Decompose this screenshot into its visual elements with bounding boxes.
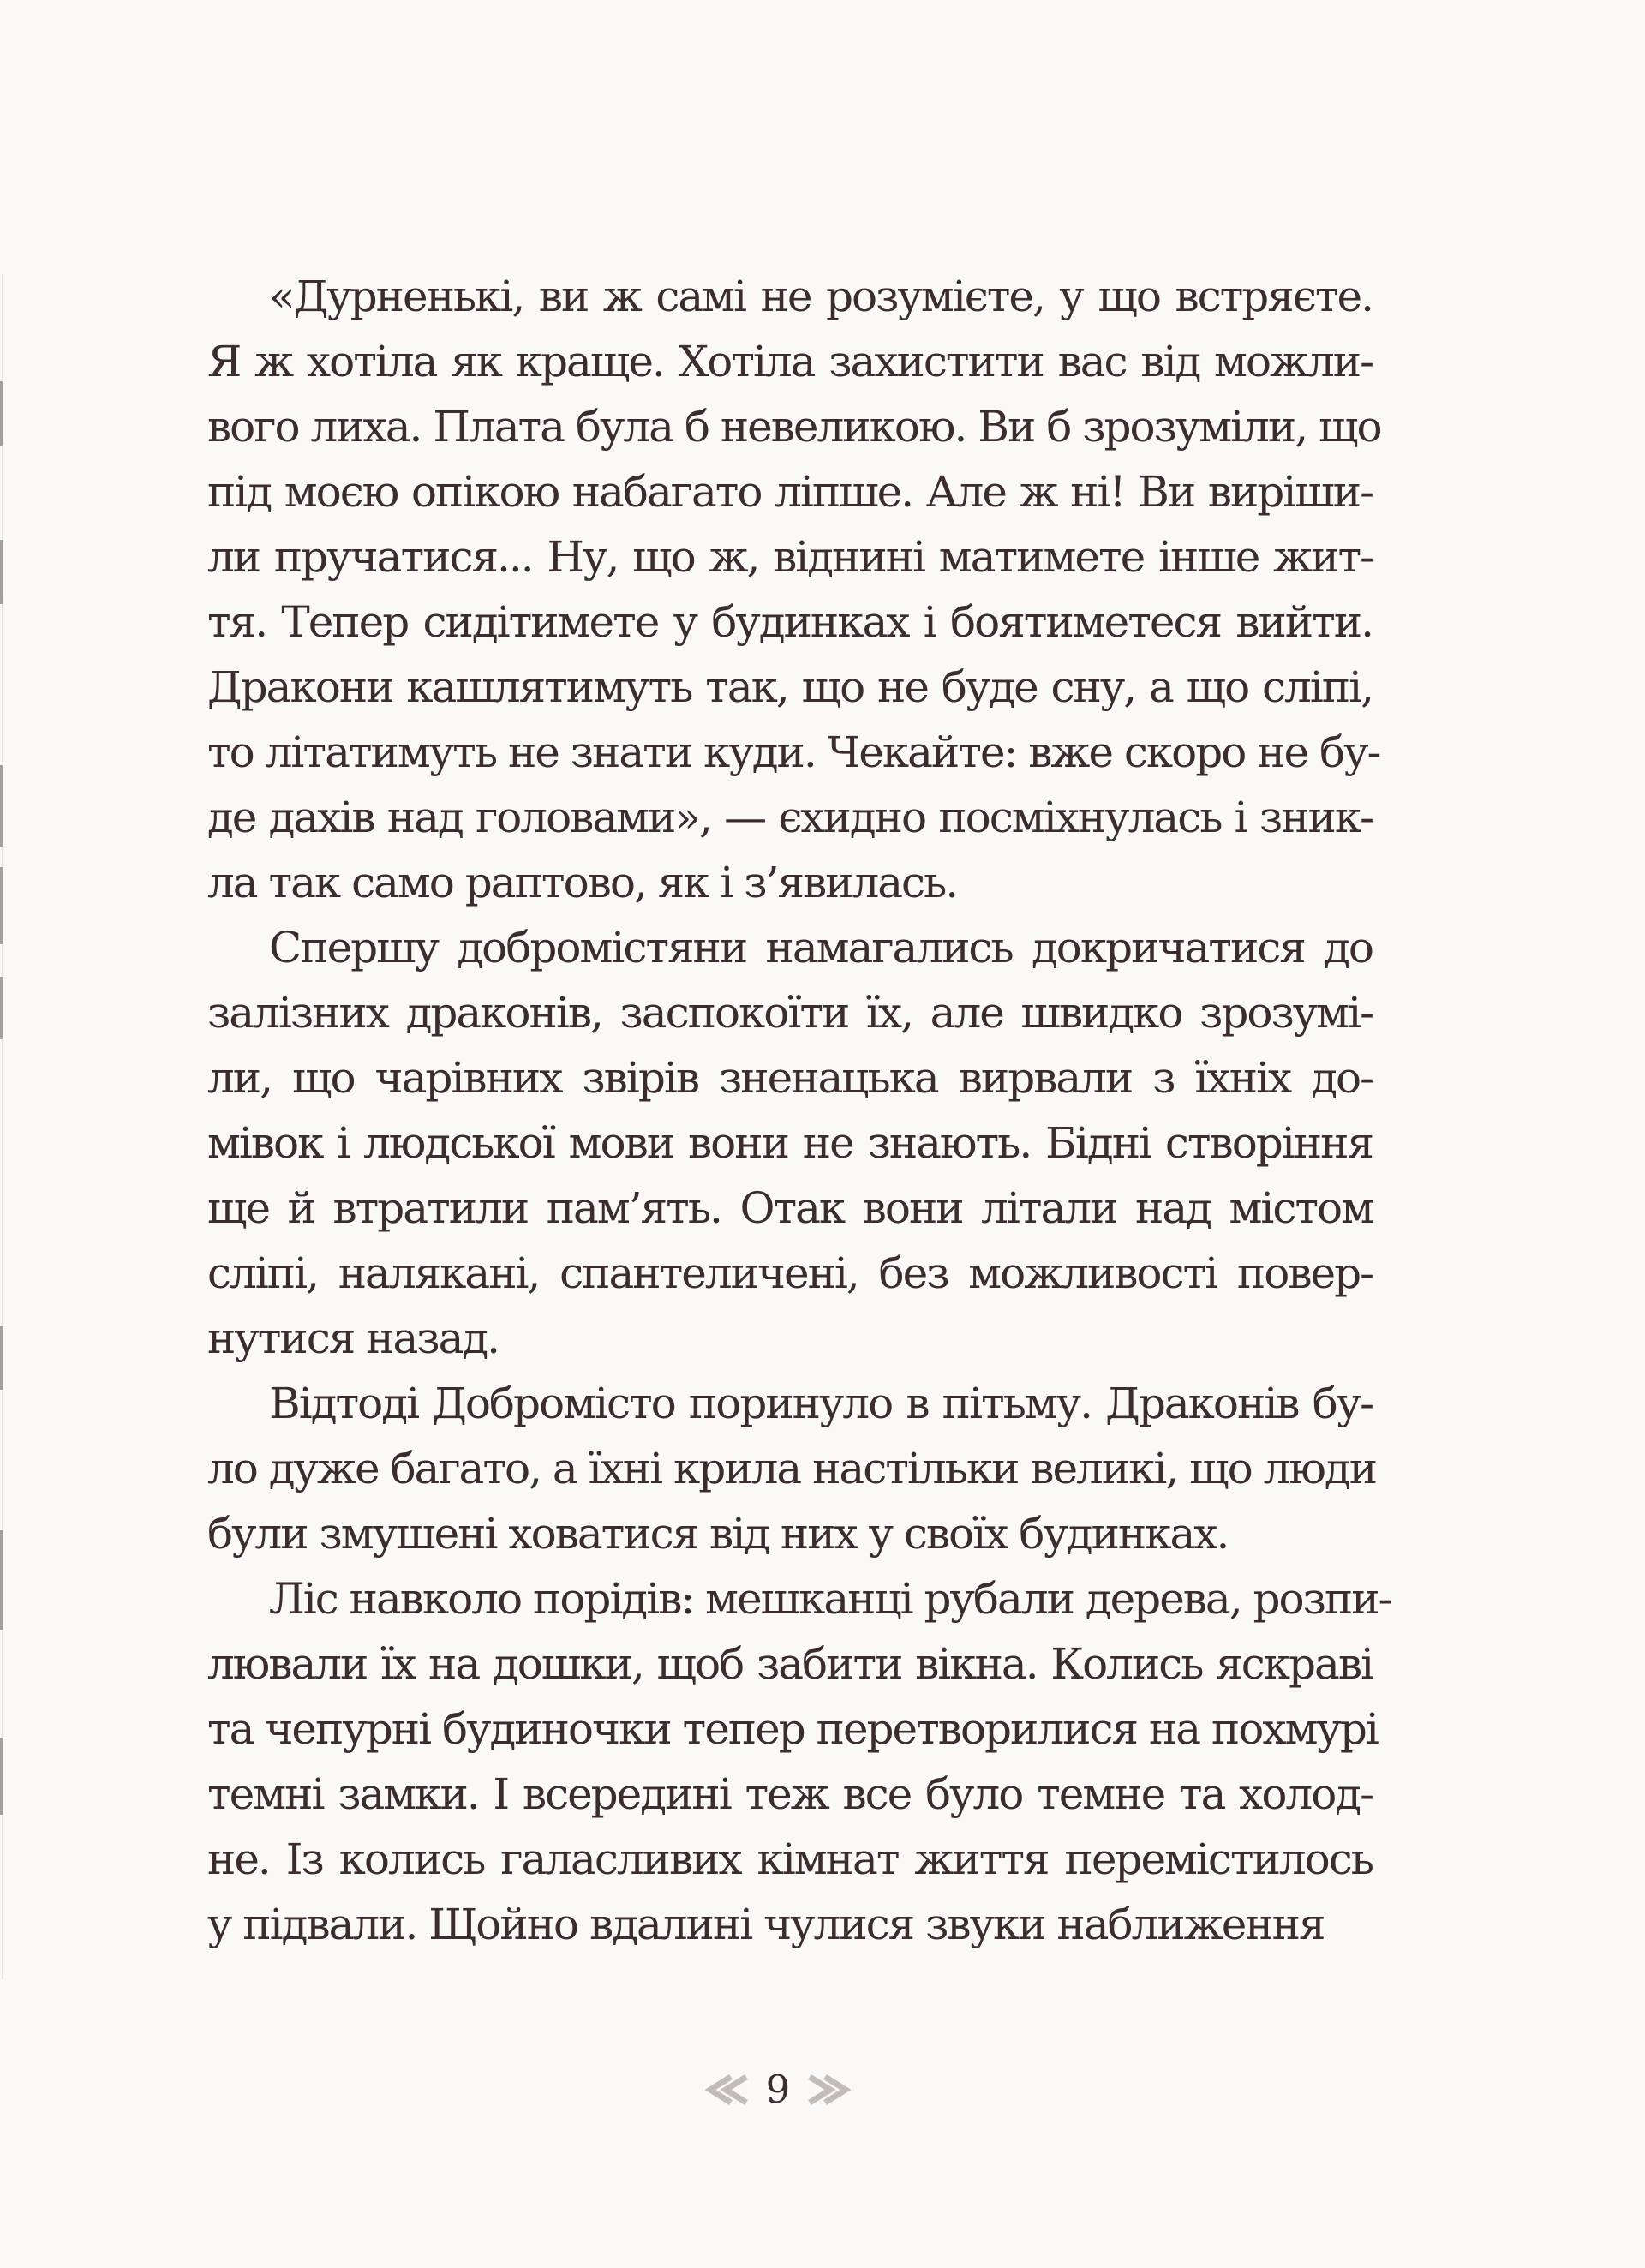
text-line: Відтоді Добромісто поринуло в пітьму. Драконів бу-	[269, 1379, 1373, 1428]
scan-artifact	[0, 1738, 3, 1815]
chevron-left-ornament-icon	[705, 2074, 751, 2105]
text-line: «Дурненькі, ви ж самі не розумієте, у що встряєте.	[269, 272, 1373, 321]
text-line: ло дуже багато, а їхні крила настільки великі, що люди	[207, 1444, 1377, 1493]
text-line: залізних драконів, заспокоїти їх, але швидко зрозумі-	[207, 988, 1373, 1038]
text-line: то літатимуть не знати куди. Чекайте: вже скоро не бу-	[207, 727, 1380, 777]
text-line: тя. Тепер сидітимете у будинках і боятиметеся вийти.	[207, 597, 1373, 647]
text-line: вого лиха. Плата була б невеликою. Ви б зрозуміли, що	[207, 402, 1381, 452]
scan-edge-line	[2, 274, 3, 1979]
scan-artifact	[0, 540, 3, 604]
text-line: лювали їх на дошки, щоб забити вікна. Колись яскраві	[207, 1639, 1373, 1689]
text-line: у підвали. Щойно вдалині чулися звуки наближення	[207, 1900, 1325, 1949]
text-line: ли, що чарівних звірів зненацька вирвали з їхніх до-	[207, 1053, 1373, 1103]
text-line: темні замки. І всередині теж все було темне та холод-	[207, 1769, 1373, 1819]
paragraph	[207, 264, 1381, 915]
text-line: мівок і людської мови вони не знають. Бідні створіння	[207, 1118, 1373, 1168]
page-footer	[705, 2067, 851, 2112]
text-line: нутися назад.	[207, 1314, 499, 1363]
scan-artifact	[0, 1530, 3, 1630]
text-line: сліпі, налякані, спантеличені, без можливості повер-	[207, 1248, 1373, 1298]
text-line: де дахів над головами», — єхидно посміхнулась і зник-	[207, 793, 1373, 842]
paragraph	[207, 1371, 1377, 1566]
text-line: та чепурні будиночки тепер перетворилися на похмурі	[207, 1704, 1378, 1754]
scan-artifact	[0, 867, 3, 944]
text-line: не. Із колись галасливих кімнат життя перемістилось	[207, 1834, 1373, 1884]
scan-artifact	[0, 977, 3, 1039]
text-line: ли пручатися... Ну, що ж, віднині матимете інше жит-	[207, 532, 1373, 582]
text-line: Дракони кашлятимуть так, що не буде сну, а що сліпі,	[207, 662, 1373, 712]
text-line: були змушені ховатися від них у своїх будинках.	[207, 1509, 1229, 1559]
paragraph	[207, 915, 1373, 1371]
scan-artifact	[0, 1326, 3, 1390]
text-block	[207, 264, 1391, 1957]
text-line: Спершу добромістяни намагались докричатися до	[269, 923, 1373, 972]
text-line: ла так само раптово, як і з’явилась.	[207, 858, 958, 907]
page-number: 9	[765, 2067, 791, 2112]
scan-artifact	[0, 765, 3, 847]
paragraph	[207, 1566, 1391, 1957]
text-line: Ліс навколо порідів: мешканці рубали дерева, розпи-	[269, 1574, 1391, 1624]
text-line: ще й втратили пам’ять. Отак вони літали над містом	[207, 1183, 1373, 1233]
text-line: Я ж хотіла як краще. Хотіла захистити вас від можли-	[207, 337, 1373, 386]
scan-artifact	[0, 381, 3, 446]
chevron-right-ornament-icon	[805, 2074, 851, 2105]
text-line: під моєю опікою набагато ліпше. Але ж ні! Ви виріши-	[207, 467, 1373, 517]
